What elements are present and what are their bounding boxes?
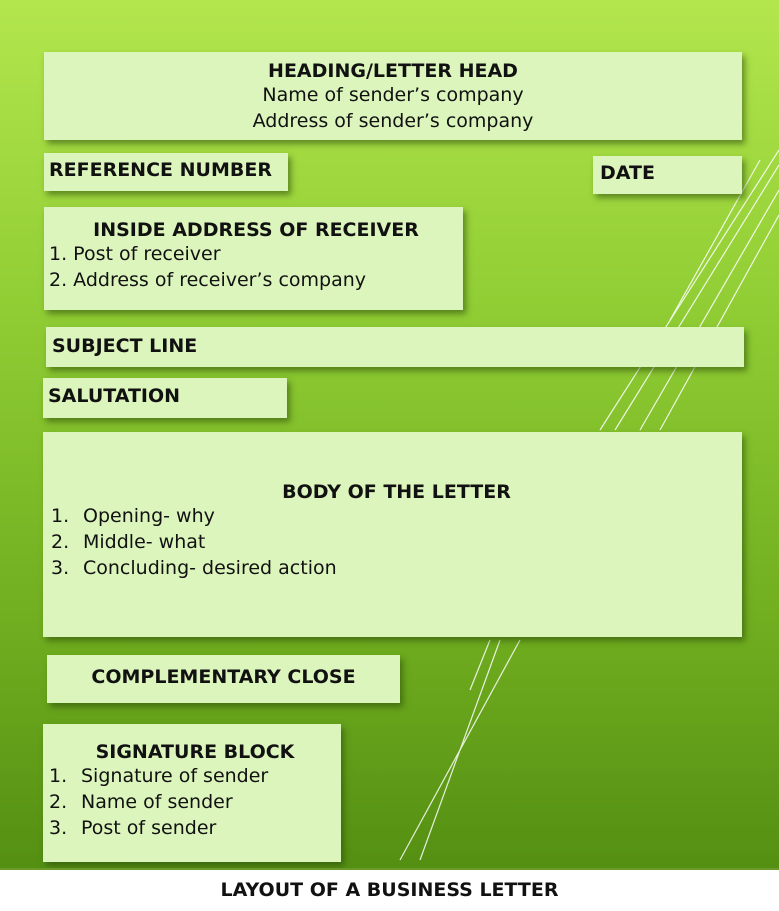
body-item-text: Opening- why <box>83 505 215 527</box>
footer-title: LAYOUT OF A BUSINESS LETTER <box>0 868 779 911</box>
heading-line-1: Name of sender’s company <box>262 84 524 106</box>
subject-line-box <box>46 327 744 367</box>
body-list-item <box>51 503 742 529</box>
signature-list <box>49 763 341 841</box>
signature-item-text: Signature of sender <box>81 765 269 787</box>
body-item-number: 3. <box>51 557 70 579</box>
inside-address-box <box>44 207 463 310</box>
body-item-text: Middle- what <box>83 531 206 553</box>
inside-address-title: INSIDE ADDRESS OF RECEIVER <box>93 219 419 241</box>
signature-item-text: Post of sender <box>81 817 217 839</box>
complementary-close-label: COMPLEMENTARY CLOSE <box>91 666 356 688</box>
date-label: DATE <box>600 162 655 184</box>
heading-title: HEADING/LETTER HEAD <box>268 60 518 82</box>
date-box <box>593 156 742 194</box>
body-list-item <box>51 555 742 581</box>
body-item-number: 2. <box>51 531 70 553</box>
inside-address-item-1: 1. Post of receiver <box>49 243 221 265</box>
signature-item-text: Name of sender <box>81 791 233 813</box>
signature-item-number: 2. <box>49 791 68 813</box>
complementary-close-box <box>47 655 400 703</box>
signature-list-item <box>49 815 341 841</box>
body-list <box>51 503 742 581</box>
signature-block-title: SIGNATURE BLOCK <box>95 741 295 763</box>
body-item-text: Concluding- desired action <box>83 557 337 579</box>
salutation-label: SALUTATION <box>48 385 181 407</box>
heading-box <box>44 52 742 140</box>
signature-list-item <box>49 763 341 789</box>
salutation-box <box>43 378 287 418</box>
reference-number-box <box>44 153 288 191</box>
heading-line-2: Address of sender’s company <box>252 110 534 132</box>
body-list-item <box>51 529 742 555</box>
signature-item-number: 1. <box>49 765 68 787</box>
reference-number-label: REFERENCE NUMBER <box>49 159 272 181</box>
inside-address-item-2: 2. Address of receiver’s company <box>49 269 367 291</box>
signature-item-number: 3. <box>49 817 68 839</box>
subject-line-label: SUBJECT LINE <box>52 335 198 357</box>
body-title: BODY OF THE LETTER <box>282 481 511 503</box>
body-item-number: 1. <box>51 505 70 527</box>
signature-list-item <box>49 789 341 815</box>
body-box <box>43 432 742 637</box>
signature-block-box <box>43 724 341 862</box>
